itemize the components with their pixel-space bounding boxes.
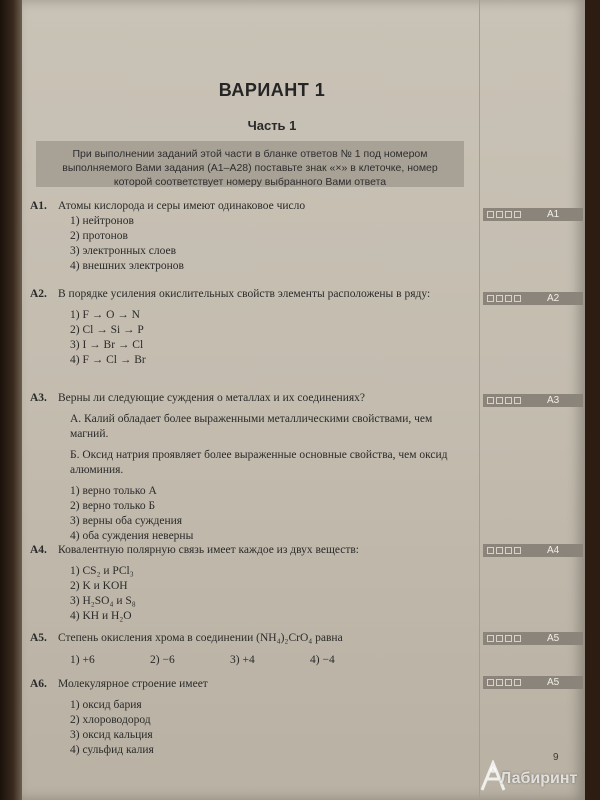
answer-option: 4) сульфид калия: [70, 744, 154, 756]
answer-option: 3) I → Br → Cl: [70, 339, 144, 351]
answer-grid-a6: [483, 676, 583, 689]
answer-grid-a3: [483, 394, 583, 407]
answer-cell: [514, 635, 521, 642]
page-title: ВАРИАНТ 1: [218, 80, 326, 100]
statement: А. Калий обладает более выраженными металлическими свойствами, чем магний.: [70, 413, 433, 440]
answer-option: 1) оксид бария: [70, 699, 142, 711]
answer-option: 1) +6: [70, 654, 95, 666]
answer-option: 2) −6: [150, 654, 175, 666]
answer-grid-label: A5: [547, 677, 560, 688]
answer-option: 3) электронных слоев: [70, 245, 177, 257]
question-a6: [30, 676, 470, 758]
answer-grid-a2: [483, 292, 583, 305]
question-number: A2.: [30, 288, 47, 300]
answer-cell: [514, 547, 521, 554]
answer-cell: [505, 679, 512, 686]
answer-cell: [487, 635, 494, 642]
answer-cell: [496, 635, 503, 642]
answer-option: 2) хлороводород: [70, 714, 151, 726]
answer-grid-a5: [483, 632, 583, 645]
question-number: A5.: [30, 632, 47, 644]
answer-option: 1) нейтронов: [70, 215, 134, 227]
answer-cell: [487, 547, 494, 554]
answer-cell: [505, 547, 512, 554]
answer-option: 4) внешних электронов: [70, 260, 184, 272]
question-text: Ковалентную полярную связь имеет каждое из двух веществ:: [58, 544, 359, 556]
answer-option: 3) +4: [230, 654, 255, 666]
answer-cell: [496, 295, 503, 302]
answer-grid-label: A3: [547, 395, 560, 406]
instructions-box: При выполнении заданий этой части в бланке ответов № 1 под номером выполняемого Вами задания (А1–А28) поставьте знак «×» в клеточке, номер которой соответствует номеру выбранного Вами ответа: [36, 141, 464, 187]
watermark-text: Лабиринт: [500, 770, 578, 787]
answer-option: 2) K и KOH: [70, 580, 128, 592]
answer-cell: [487, 397, 494, 404]
answer-option: 3) H₂SO₄ и S₈: [70, 595, 136, 607]
answer-grid-a4: [483, 544, 583, 557]
answer-cell: [496, 397, 503, 404]
book-edge: [0, 0, 22, 800]
page-sheet: [22, 0, 585, 800]
answer-cell: [514, 295, 521, 302]
question-a3: [30, 390, 470, 544]
answer-cell: [505, 295, 512, 302]
question-text: Атомы кислорода и серы имеют одинаковое число: [58, 200, 306, 212]
question-number: A6.: [30, 678, 47, 690]
answer-grid-label: A1: [547, 209, 560, 220]
answer-grid-label: A4: [547, 545, 560, 556]
question-number: A4.: [30, 544, 47, 556]
question-text: Молекулярное строение имеет: [58, 678, 208, 690]
answer-grid-label: A5: [547, 633, 560, 644]
answer-cell: [496, 547, 503, 554]
answer-option: 3) оксид кальция: [70, 729, 153, 741]
answer-option: 4) −4: [310, 654, 335, 666]
answer-cell: [514, 679, 521, 686]
answer-grid-label: A2: [547, 293, 560, 304]
answer-option: 2) протонов: [70, 230, 128, 242]
answer-option: 4) KH и H₂O: [70, 610, 132, 622]
part-heading: Часть 1: [247, 118, 297, 133]
answer-option: 2) Cl → Si → P: [70, 324, 144, 336]
question-number: A3.: [30, 392, 47, 404]
answer-option: 4) F → Cl → Br: [70, 354, 146, 366]
watermark: [478, 758, 600, 798]
answer-cell: [487, 679, 494, 686]
answer-option: 1) верно только А: [70, 485, 157, 497]
answer-cell: [514, 397, 521, 404]
answer-cell: [496, 679, 503, 686]
answer-cell: [487, 295, 494, 302]
question-a2: [30, 286, 470, 368]
question-a5: [30, 630, 470, 668]
question-text: В порядке усиления окислительных свойств элементы расположены в ряду:: [58, 288, 431, 300]
answer-cell: [496, 211, 503, 218]
answer-cell: [505, 211, 512, 218]
answer-cell: [505, 635, 512, 642]
answer-option: 1) CS₂ и PCl₃: [70, 565, 134, 577]
question-number: A1.: [30, 200, 47, 212]
answer-option: 4) оба суждения неверны: [70, 530, 194, 542]
statement: Б. Оксид натрия проявляет более выраженные основные свойства, чем оксид алюминия.: [70, 449, 448, 476]
question-text: Степень окисления хрома в соединении (NH₄)₂CrO₄ равна: [58, 632, 343, 644]
answer-cell: [514, 211, 521, 218]
answer-option: 3) верны оба суждения: [70, 515, 183, 527]
question-a1: [30, 198, 470, 274]
question-text: Верны ли следующие суждения о металлах и их соединениях?: [58, 392, 366, 404]
answer-option: 1) F → O → N: [70, 309, 140, 321]
question-a4: [30, 542, 470, 624]
answer-option: 2) верно только Б: [70, 500, 156, 512]
answer-options-row: [70, 652, 470, 668]
answer-cell: [505, 397, 512, 404]
answer-cell: [487, 211, 494, 218]
answer-grid-a1: [483, 208, 583, 221]
page-number: 9: [553, 752, 559, 763]
